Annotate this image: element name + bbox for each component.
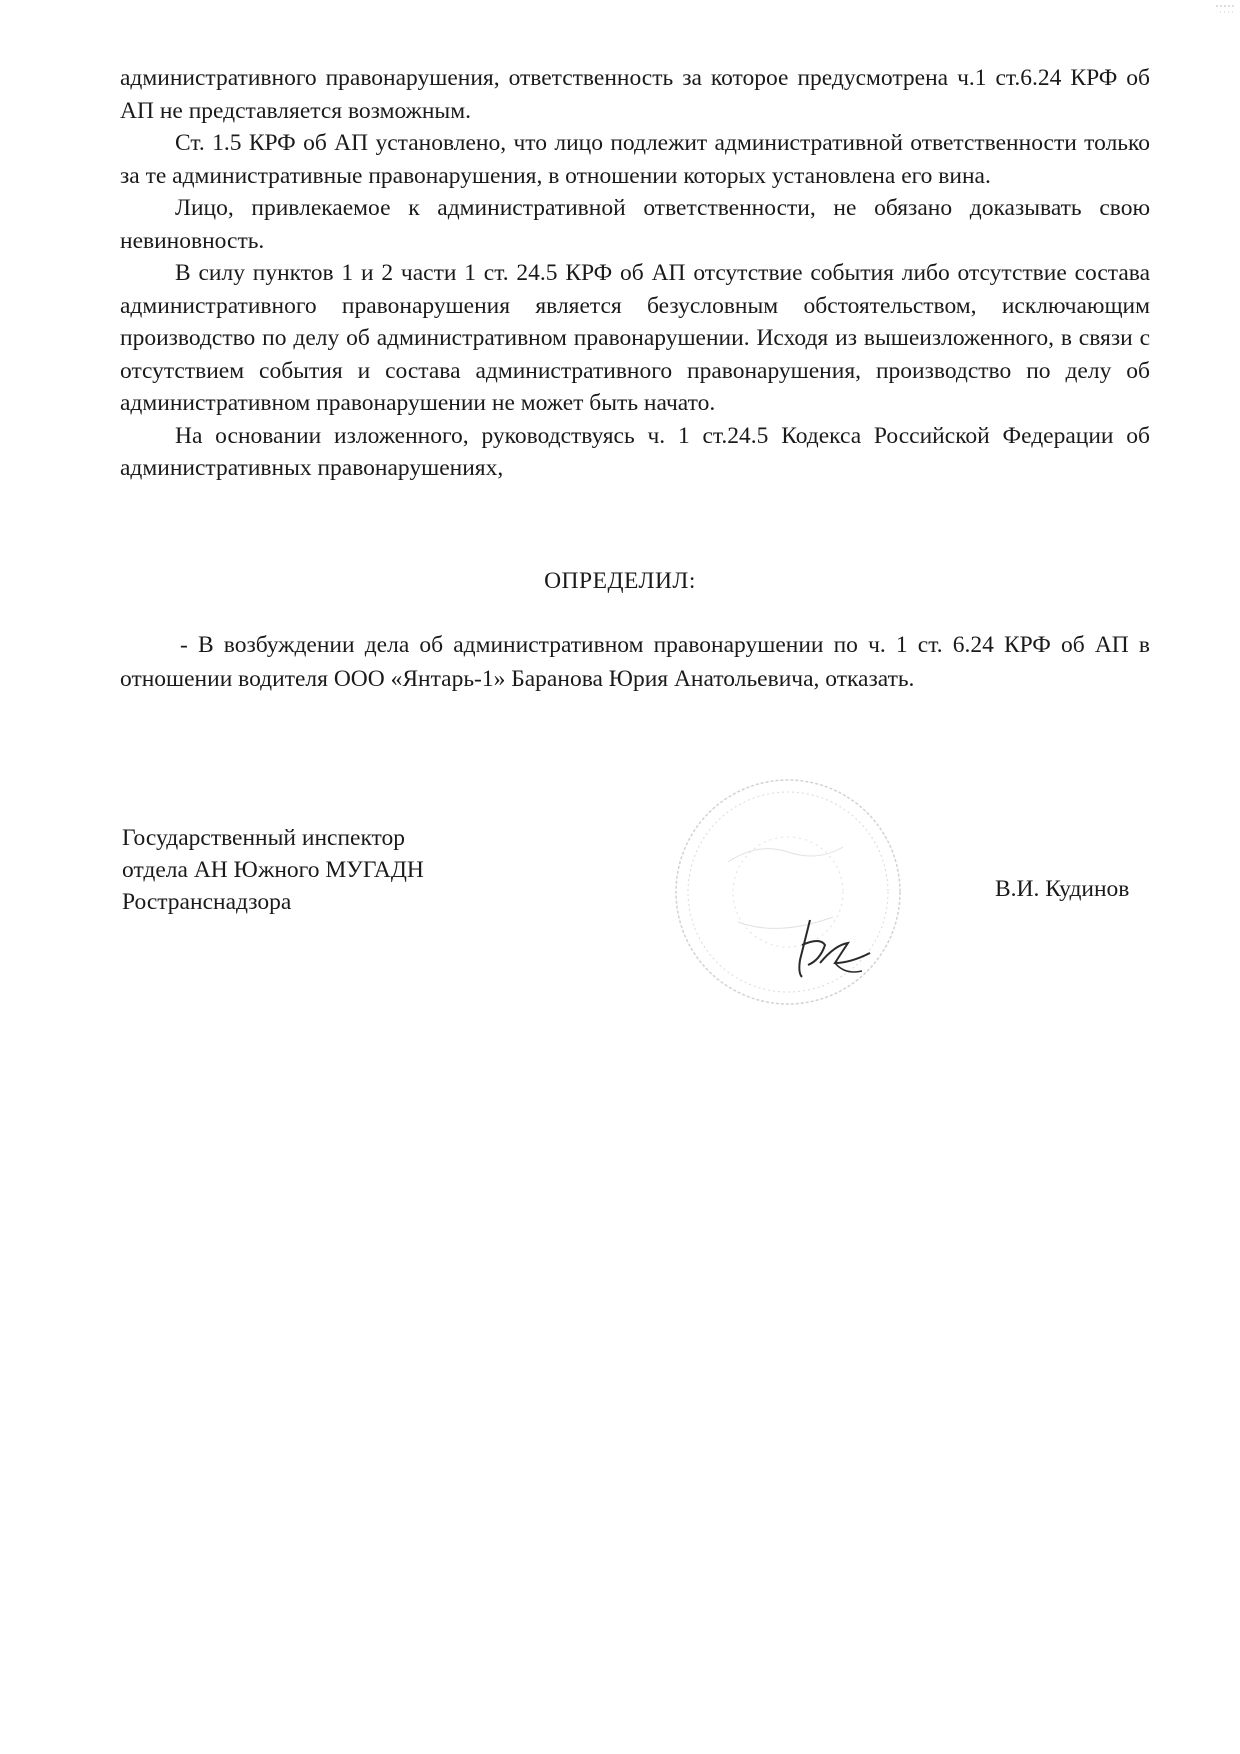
decision-heading: ОПРЕДЕЛИЛ:: [544, 568, 696, 594]
paragraph-4: В силу пунктов 1 и 2 части 1 ст. 24.5 КРФ об АП отсутствие события либо отсутствие состава административного правонарушения является безусловным обстоятельством, исключающим производство по делу об административном правонарушении. Исходя из вышеизложенного, в связи с отсутствием события и состава административного правонарушения, производство по делу об административном правонарушении не может быть начато.: [120, 260, 1150, 416]
scan-artifact: [1210, 0, 1240, 20]
signer-position-line-2: отдела АН Южного МУГАДН: [122, 857, 424, 883]
paragraph-1: административного правонарушения, ответственность за которое предусмотрена ч.1 ст.6.24 КРФ об АП не представляется возможным.: [120, 65, 1150, 124]
signer-block: [122, 822, 424, 918]
handwritten-signature: [780, 915, 880, 985]
paragraph-5: На основании изложенного, руководствуясь ч. 1 ст.24.5 Кодекса Российской Федерации об административных правонарушениях,: [120, 422, 1150, 481]
signer-position-line-3: Ространснадзора: [122, 889, 292, 915]
paragraph-3: Лицо, привлекаемое к административной ответственности, не обязано доказывать свою невиновность.: [120, 195, 1150, 254]
body-text: [120, 62, 1150, 485]
signer-name: В.И. Кудинов: [995, 876, 1130, 902]
decision-text: - В возбуждении дела об административном правонарушении по ч. 1 ст. 6.24 КРФ об АП в отношении водителя ООО «Янтарь-1» Баранова Юрия Анатольевича, отказать.: [120, 632, 1150, 692]
signer-position-line-1: Государственный инспектор: [122, 825, 406, 851]
paragraph-2: Ст. 1.5 КРФ об АП установлено, что лицо подлежит административной ответственности только за те административные правонарушения, в отношении которых установлена его вина.: [120, 130, 1150, 189]
